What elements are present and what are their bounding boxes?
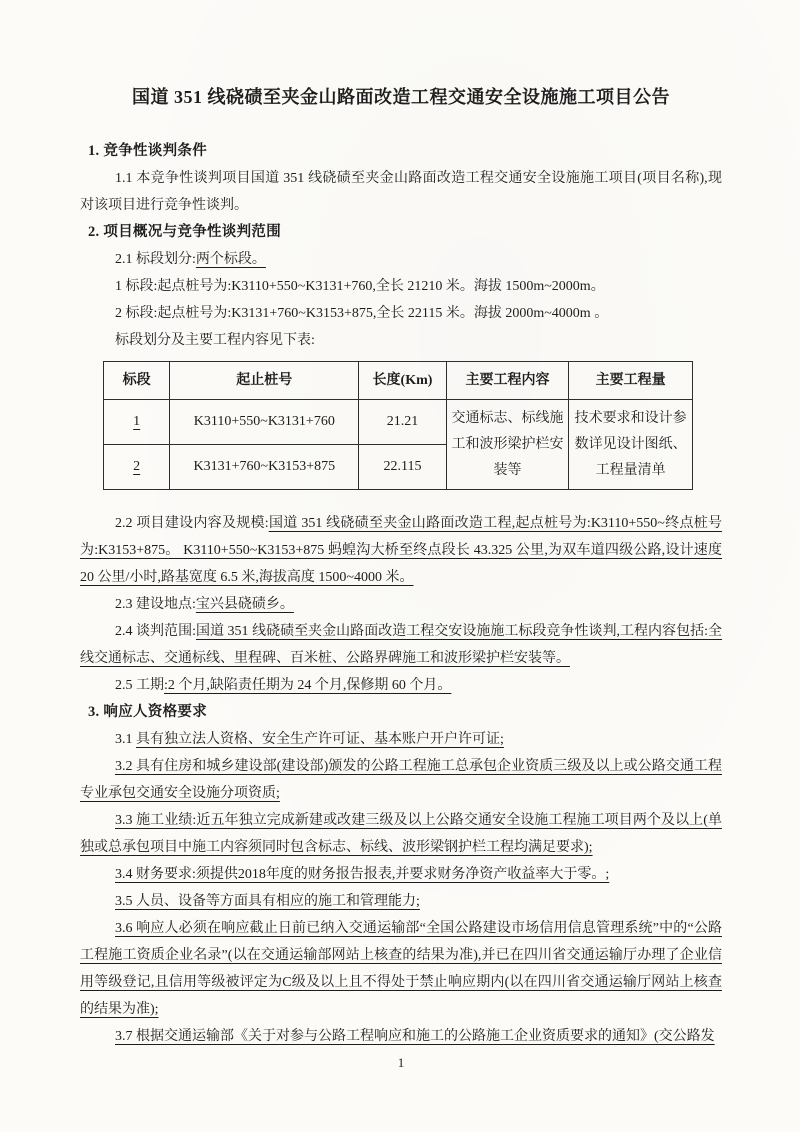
table-header-section: 标段 (104, 362, 170, 400)
bid-sections-table (103, 361, 693, 490)
paragraph-2-3 (80, 591, 722, 618)
paragraph-3-1-label: 3.1 (115, 732, 136, 747)
section-number: 2 (133, 459, 141, 474)
paragraph-2-2-label: 2.2 项目建设内容及规模: (115, 516, 269, 531)
paragraph-2-4 (80, 618, 722, 672)
paragraph-3-1-value: 具有独立法人资格、安全生产许可证、基本账户开户许可证; (136, 732, 504, 747)
paragraph-bid-section-2: 2 标段:起点桩号为:K3131+760~K3153+875,全长 22115 米。海拔 2000m~4000m 。 (115, 306, 609, 321)
paragraph-3-6-value: 3.6 响应人必须在响应截止日前已纳入交通运输部“全国公路建设市场信用信息管理系统”中的“公路工程施工资质企业名录”(以在交通运输部网站上核查的结果为准),并已在四川省交通运输厅办理了企业信用等级登记,且信用等级被评定为C级及以上且不得处于禁止响应期内(以在四川省交通运输厅网站上核查的结果为准); (80, 921, 722, 1017)
table-cell-length: 22.115 (359, 445, 446, 490)
paragraph-3-3-value: 3.3 施工业绩:近五年独立完成新建或改建三级及以上公路交通安全设施工程施工项目两个及以上(单独或总承包项目中施工内容须同时包含标志、标线、波形梁钢护栏工程均满足要求); (80, 813, 722, 855)
table-row (104, 400, 693, 445)
paragraph-2-2 (80, 510, 722, 591)
paragraph-3-5 (80, 888, 722, 915)
paragraph-3-5-value: 3.5 人员、设备等方面具有相应的施工和管理能力; (115, 894, 420, 909)
paragraph-1-1: 1.1 本竞争性谈判项目国道 351 线硗碛至夹金山路面改造工程交通安全设施施工项目(项目名称),现对该项目进行竞争性谈判。 (80, 171, 722, 213)
paragraph-2-5-value: :2 个月,缺陷责任期为 24 个月,保修期 60 个月。 (164, 678, 452, 693)
table-cell-merged-quantity: 技术要求和设计参数详见设计图纸、工程量清单 (569, 400, 693, 490)
table-header-length: 长度(Km) (359, 362, 446, 400)
page-number: 1 (397, 1055, 405, 1070)
section-3-heading: 3. 响应人资格要求 (88, 704, 207, 720)
paragraph-table-intro: 标段划分及主要工程内容见下表: (115, 333, 315, 348)
paragraph-3-2-value: 3.2 具有住房和城乡建设部(建设部)颁发的公路工程施工总承包企业资质三级及以上或公路交通工程专业承包交通安全设施分项资质; (80, 759, 722, 801)
section-1-heading: 1. 竞争性谈判条件 (88, 143, 207, 159)
paragraph-2-3-value: 宝兴县硗碛乡。 (195, 597, 294, 612)
table-header-row (104, 362, 693, 400)
section-2-heading: 2. 项目概况与竞争性谈判范围 (88, 224, 281, 240)
table-cell-section-no (104, 400, 170, 445)
paragraph-3-6 (80, 915, 722, 1023)
paragraph-3-1 (80, 726, 722, 753)
table-header-content: 主要工程内容 (446, 362, 569, 400)
paragraph-3-4 (80, 861, 722, 888)
paragraph-2-4-label: 2.4 谈判范围: (115, 624, 196, 639)
table-cell-length: 21.21 (359, 400, 446, 445)
paragraph-2-1-label: 2.1 标段划分: (115, 252, 196, 267)
table-header-stake: 起止桩号 (170, 362, 359, 400)
paragraph-bid-section-1: 1 标段:起点桩号为:K3110+550~K3131+760,全长 21210 米。海拔 1500m~2000m。 (115, 279, 605, 294)
section-number: 1 (133, 414, 141, 429)
table-header-quantity: 主要工程量 (569, 362, 693, 400)
table-cell-section-no (104, 445, 170, 490)
paragraph-2-1-value: 两个标段。 (195, 252, 266, 267)
paragraph-2-3-label: 2.3 建设地点: (115, 597, 196, 612)
table-cell-merged-content: 交通标志、标线施工和波形梁护栏安装等 (446, 400, 569, 490)
paragraph-2-2-value: 国道 351 线硗碛至夹金山路面改造工程,起点桩号为:K3110+550~终点桩号为:K3153+875。 K3110+550~K3153+875 蚂蝗沟大桥至终点段长 43.325 公里,为双车道四级公路,设计速度 20 公里/小时,路基宽度 6.5 米,海拔高度 1500~4000 米。 (80, 516, 723, 585)
paragraph-2-5-label: 2.5 工期 (115, 678, 164, 693)
paragraph-3-7 (80, 1023, 722, 1050)
table-cell-stake: K3131+760~K3153+875 (170, 445, 359, 490)
paragraph-3-2 (80, 753, 722, 807)
paragraph-2-5 (80, 672, 722, 699)
table-cell-stake: K3110+550~K3131+760 (170, 400, 359, 445)
page-title: 国道 351 线硗碛至夹金山路面改造工程交通安全设施施工项目公告 (132, 87, 670, 107)
paragraph-2-4-value: 国道 351 线硗碛至夹金山路面改造工程交安设施施工标段竞争性谈判,工程内容包括:全线交通标志、交通标线、里程碑、百米桩、公路界碑施工和波形梁护栏安装等。 (80, 624, 723, 666)
paragraph-3-4-value: 3.4 财务要求:须提供2018年度的财务报告报表,并要求财务净资产收益率大于零。; (115, 867, 610, 882)
paragraph-2-1 (80, 246, 722, 273)
paragraph-3-7-value: 3.7 根据交通运输部《关于对参与公路工程响应和施工的公路施工企业资质要求的通知》(交公路发 (115, 1029, 715, 1044)
paragraph-3-3 (80, 807, 722, 861)
